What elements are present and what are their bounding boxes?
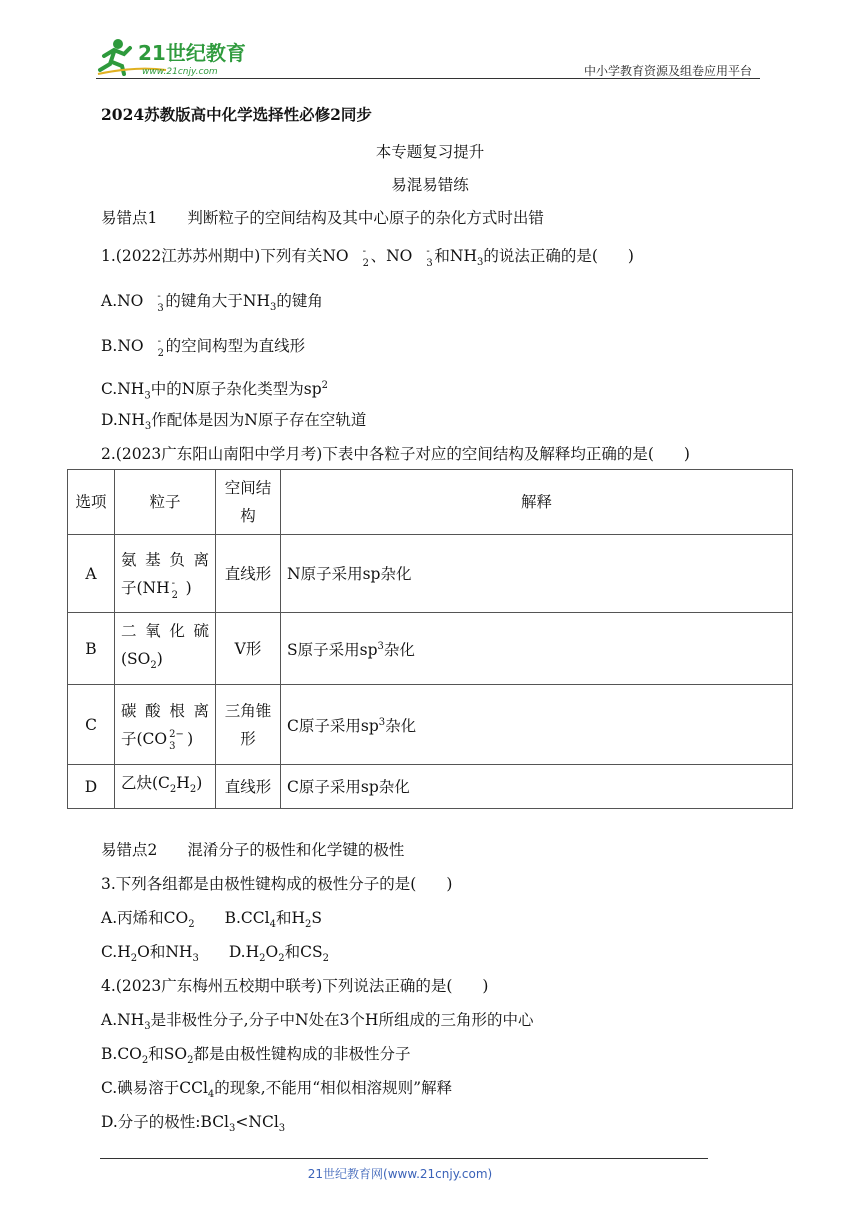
- error-point-text: 判断粒子的空间结构及其中心原子的杂化方式时出错: [187, 209, 544, 227]
- question-4-option-a: $A.NH_3$是非极性分子,分子中N处在3个H所组成的三角形的中心: [101, 1011, 534, 1033]
- particle-structure-table: [67, 469, 793, 809]
- error-point-label: 易错点1: [101, 209, 158, 227]
- table-row: D 乙炔$(C_2H_2)$ 直线形 C原子采用sp杂化: [68, 765, 793, 809]
- question-4-stem: 4.(2023广东梅州五校期中联考)下列说法正确的是( ): [101, 977, 489, 995]
- question-3-option-b: B.CCl$_4$和$H_2S$: [224, 909, 322, 931]
- question-3-option-d: $D.H_2O_2$和$CS_2$: [228, 943, 329, 965]
- question-3-options-cd: [101, 942, 329, 969]
- question-1-option-c: $C.NH_3$中的N原子杂化类型为$sp^2$: [101, 380, 329, 402]
- footer-link[interactable]: 21世纪教育网(www.21cnjy.com): [307, 1167, 493, 1181]
- question-1-option-b: B.NO - 2 的空间构型为直线形: [101, 336, 306, 359]
- header-particle: 粒子: [115, 470, 216, 535]
- error-point-text: 混淆分子的极性和化学键的极性: [187, 841, 405, 859]
- section-title: 本专题复习提升: [375, 143, 485, 161]
- header-shape: 空间结 构: [216, 470, 281, 535]
- question-4-option-d: D.分子的极性:BCl$_3$<NCl$_3$: [101, 1113, 286, 1135]
- table-row: B 二氧化硫 $(SO_2)$ V形 S原子采用$sp^3$杂化: [68, 613, 793, 685]
- question-4-option-c: C.碘易溶于CCl$_4$的现象,不能用“相似相溶规则”解释: [101, 1079, 453, 1101]
- footer-divider: [100, 1158, 708, 1159]
- error-point-1: [101, 208, 544, 228]
- question-2-stem: 2.(2023广东阳山南阳中学月考)下表中各粒子对应的空间结构及解释均正确的是( ): [101, 445, 690, 463]
- question-3-stem: 3.下列各组都是由极性键构成的极性分子的是( ): [101, 875, 453, 893]
- question-1-option-a: A.NO - 3 的键角大于$NH_3$的键角: [101, 291, 323, 314]
- header-divider: [96, 78, 760, 79]
- question-4-option-b: $B.CO_2$和$SO_2$都是由极性键构成的非极性分子: [101, 1045, 411, 1067]
- question-3-options-ab: [101, 908, 322, 935]
- document-title: 2024苏教版高中化学选择性必修2同步: [101, 105, 372, 124]
- svg-text:www.21cnjy.com: www.21cnjy.com: [142, 67, 218, 77]
- runner-logo-icon: [96, 36, 256, 78]
- subsection-title: 易混易错练: [391, 176, 469, 194]
- header-option: 选项: [68, 470, 115, 535]
- site-logo: [96, 36, 256, 78]
- table-row: C 碳酸根离 子(CO 2− 3 ) 三角锥 形 C原子采用$sp^3$杂化: [68, 685, 793, 765]
- question-1-option-d: $D.NH_3$作配体是因为N原子存在空轨道: [101, 411, 367, 433]
- svg-text:21世纪教育: 21世纪教育: [138, 41, 246, 65]
- header-explain: 解释: [281, 470, 793, 535]
- question-3-option-c: $C.H_2O$和$NH_3$: [101, 943, 199, 965]
- site-tagline: 中小学教育资源及组卷应用平台: [583, 64, 752, 78]
- question-1-stem: 1.(2022江苏苏州期中)下列有关NO - 2 、NO - 3 和$NH_3$的说法正确的是( ): [101, 246, 634, 269]
- table-row: A 氨基负离 子(NH - 2 ) 直线形 N原子采用sp杂化: [68, 535, 793, 613]
- error-point-2: [101, 840, 404, 860]
- table-header-row: [68, 470, 793, 535]
- question-3-option-a: A.丙烯和$CO_2$: [101, 909, 195, 931]
- error-point-label: 易错点2: [101, 841, 158, 859]
